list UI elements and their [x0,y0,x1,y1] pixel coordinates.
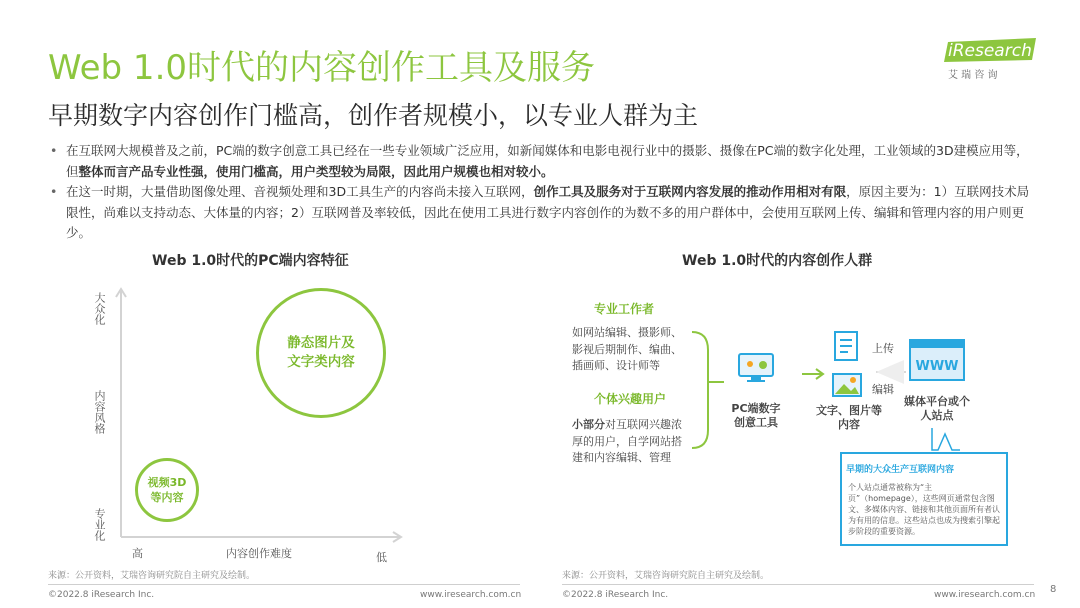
pc-tool-label: PC端数字创意工具 [731,402,781,429]
platform-label: 媒体平台或个人站点 [904,395,970,422]
static-content-circle [256,288,386,418]
right-chart-title: Web 1.0时代的内容创作人群 [682,253,873,269]
website-icon [908,338,966,386]
footer-divider-left [48,584,520,585]
bullet-2-text-a: 在这一时期，大量借助图像处理、音视频处理和3D工具生产的内容尚未接入互联网， [66,184,534,199]
x-axis-left-label: 高 [132,547,143,560]
document-icon [832,330,862,366]
edit-label: 编辑 [872,383,894,396]
source-right: 来源：公开资料，艾瑞咨询研究院自主研究及绘制。 [562,571,770,581]
hobby-users-label: 个体兴趣用户 [594,392,667,406]
y-axis-mid-label: 内容风格 [93,390,106,434]
bullet-1-bold: 整体而言产品专业性强，使用门槛高，用户类型较为局限，因此用户规模也相对较小。 [78,163,554,179]
static-content-label: 静态图片及文字类内容 [287,335,355,370]
note-title: 早期的大众生产互联网内容 [846,462,954,475]
iresearch-logo [940,38,1040,82]
page-number: 8 [1050,584,1057,595]
video-3d-label: 视频3D等内容 [147,476,187,504]
logo-tagline: 艾 瑞 咨 询 [948,70,998,81]
pc-monitor-icon [737,352,777,384]
picture-icon [831,372,863,402]
hobby-bold: 小部分 [572,418,605,431]
bullet-1-text: 在互联网大规模普及之前，PC端的数字创意工具已经在一些专业领域广泛应用，如新闻媒体和电影电视行业中的摄影、摄像在PC端的数字化处理，工业领域的3D建模应用等，但 [66,143,1029,179]
bullet-list [48,141,1038,244]
source-left: 来源：公开资料，艾瑞咨询研究院自主研究及绘制。 [48,571,256,581]
bullet-2-bold: 创作工具及服务对于互联网内容发展的推动作用相对有限 [533,184,847,199]
svg-text:WWW: WWW [915,359,959,374]
page-title: Web 1.0时代的内容创作工具及服务 [48,48,596,88]
content-label: 文字、图片等内容 [816,404,882,431]
pro-workers-desc: 如网站编辑、摄影师、影视后期制作、编曲、插画师、设计师等 [572,326,682,372]
hobby-rest: 对互联网兴趣浓厚的用户，自学网站搭建和内容编辑、管理 [572,418,682,464]
page-subtitle: 早期数字内容创作门槛高，创作者规模小，以专业人群为主 [48,101,699,130]
x-axis-mid-label: 内容创作难度 [226,547,292,560]
copyright-left: ©2022.8 iResearch Inc. [48,590,155,600]
pro-workers-label: 专业工作者 [594,302,655,316]
upload-label: 上传 [872,342,894,355]
homepage-note-box [840,452,1008,546]
bullet-1 [48,141,1038,182]
y-axis-top-label: 大众化 [93,292,106,325]
note-text: 个人站点通常被称为“主页”（homepage），这些网页通常包含图文、多媒体内容、链接和其他页面所有者认为有用的信息。这些站点也成为搜索引擎起步阶段的重要资源。 [848,483,1000,536]
video-3d-circle [135,458,199,522]
left-chart-title: Web 1.0时代的PC端内容特征 [152,253,349,269]
bullet-2-text-b: ，原因主要为：1）互联网技术局限性，尚难以支持动态、大体量的内容；2）互联网普及率较低，因此在使用工具进行数字内容创作的为数不多的用户群体中，会使用互联网上传、编辑和管理内容的用户则更少。 [66,184,1030,240]
bullet-2 [48,182,1038,244]
hobby-users-desc [572,417,690,467]
logo-brand: iResearch [948,41,1032,61]
footer-divider-right [562,584,1034,585]
url-left: www.iresearch.com.cn [420,590,522,600]
x-axis-right-label: 低 [376,551,387,564]
url-right: www.iresearch.com.cn [934,590,1036,600]
y-axis-bottom-label: 专业化 [93,508,106,541]
copyright-right: ©2022.8 iResearch Inc. [562,590,669,600]
